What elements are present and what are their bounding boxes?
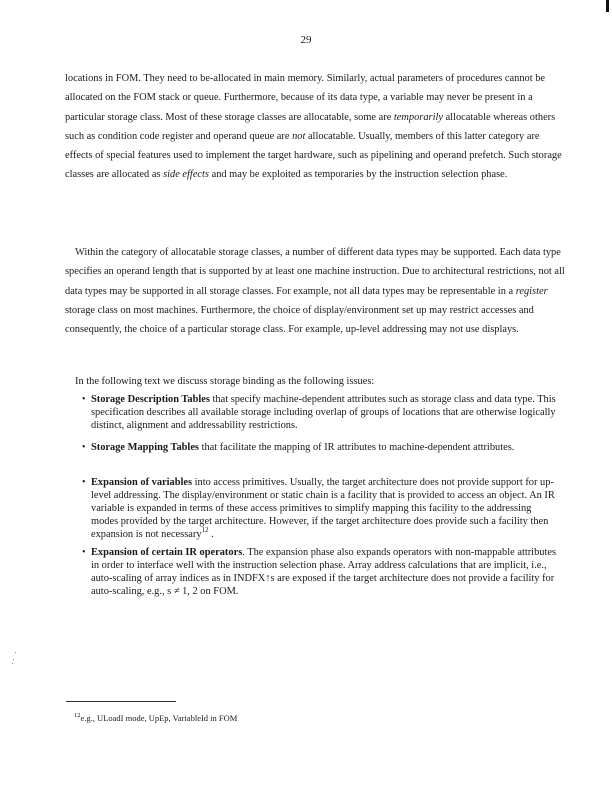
list-item-text: that facilitate the mapping of IR attributes to machine-dependent attributes. [198, 442, 515, 453]
emphasis-temporarily: temporarily [393, 111, 443, 123]
bullet-icon: • [82, 477, 86, 488]
list-item-term: Storage Description Tables [91, 394, 210, 405]
footnote-divider [66, 701, 176, 702]
paragraph-storage-classes [65, 69, 565, 185]
page-number: 29 [300, 34, 312, 46]
footnote-marker: 12 [74, 712, 81, 719]
list-item-text: into access primitives. Usually, the target architecture does not provide support for up-level addressing. The display/environment or static chain is a facility that is provided to access an object. An IR variable is expanded in terms of these access primitives to simplify mapping this facility to the addressing modes provided by the target architecture. However, if the target architecture does provide such a facility then expansion is not necessary [91, 477, 555, 541]
scan-speck [13, 659, 14, 660]
footnote [74, 712, 237, 724]
paragraph-intro-issues [75, 372, 555, 391]
list-item-term: Storage Mapping Tables [91, 442, 199, 453]
bullet-icon: • [82, 394, 86, 405]
footnote-ref[interactable]: 12 [201, 526, 209, 535]
list-item-text: . The expansion phase also expands operators with non-mappable attributes in order to interface well with the instruction selection phase. Array address calculations that are implicit, i.e., auto-scaling of array indices as in INDFX↑s are exposed if the target architecture does not provide a facility for auto-scaling, e.g., s ≠ 1, 2 on FOM. [91, 547, 557, 598]
scan-speck [15, 652, 16, 653]
scan-artifact-mark [606, 0, 609, 12]
list-item [82, 441, 561, 454]
text-run: and may be exploited as temporaries by the instruction selection phase. [208, 169, 508, 181]
list-item-text: that specify machine-dependent attributes such as storage class and data type. This specification describes all available storage including overlap of groups of locations that are otherwise logically distinct, alignment and addressability restrictions. [91, 394, 556, 432]
text-run: Within the category of allocatable storage classes, a number of different data types may be supported. Each data type specifies an operand length that is supported by at least one machine instruction. Due to architectural restrictions, not all data types may be supported in all storage classes. For example, not all data types may be representable in a [65, 247, 565, 297]
list-item [82, 476, 561, 541]
text-run: In the following text we discuss storage binding as the following issues: [75, 376, 375, 387]
scan-speck [12, 663, 13, 664]
list-item [82, 546, 561, 598]
list-item-term: Expansion of variables [91, 477, 193, 488]
emphasis-side-effects: side effects [163, 169, 209, 181]
footnote-text: e.g., ULoadI mode, UpEp, VariableId in FOM [80, 713, 238, 723]
list-item-text-end: . [208, 529, 214, 541]
paragraph-data-types [65, 243, 565, 339]
text-run: allocatable whereas others such as condition code register and operand queue are [65, 111, 556, 142]
emphasis-not: not [292, 130, 306, 142]
emphasis-register: register [515, 285, 548, 297]
bullet-icon: • [82, 442, 86, 453]
text-run: allocatable. Usually, members of this latter category are effects of special features used to implement the target hardware, such as pipelining and operand prefetch. Such storage classes are allocated as [65, 130, 562, 181]
text-run: locations in FOM. They need to be-allocated in main memory. Similarly, actual parameters of procedures cannot be allocated on the FOM stack or queue. Furthermore, because of its data type, a variable may never be present in a particular storage class. Most of these storage classes are allocatable, some are [65, 73, 546, 123]
list-item [82, 393, 561, 432]
text-run: storage class on most machines. Furthermore, the choice of display/environment set up may restrict accesses and consequently, the choice of a particular storage class. For example, up-level addressing may not use displays. [65, 304, 534, 336]
bullet-icon: • [82, 547, 86, 558]
list-item-term: Expansion of certain IR operators [91, 547, 243, 558]
